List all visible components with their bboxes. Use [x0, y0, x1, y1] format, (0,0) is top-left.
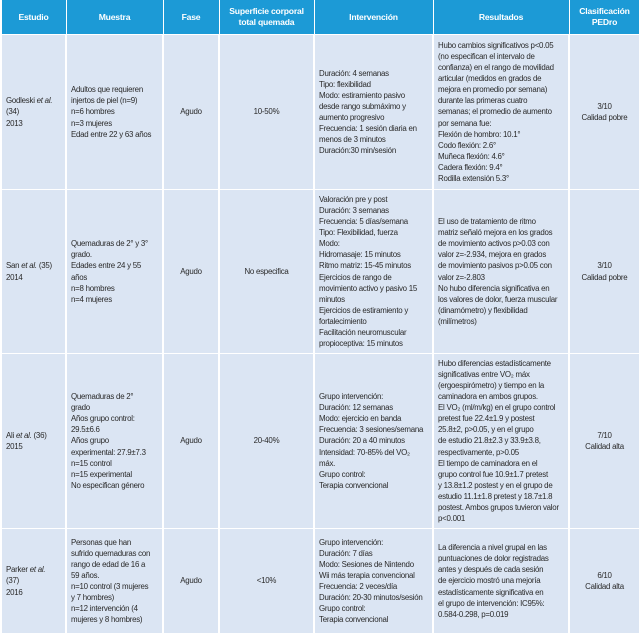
- cell-fase: [163, 529, 219, 634]
- resultados-line: valor z=-2.934, mejora en grados: [438, 250, 547, 260]
- resultados-line: Cadera flexión: 9.4°: [438, 162, 503, 172]
- study-ref: (35): [38, 261, 52, 271]
- fase-value: Agudo: [180, 266, 202, 276]
- pedro-score: 7/10: [597, 430, 612, 440]
- header-estudio: Estudio: [1, 0, 66, 35]
- cell-fase: [163, 35, 219, 190]
- muestra-line: n=3 mujeres: [71, 118, 112, 128]
- muestra-line: Años grupo: [71, 436, 109, 446]
- cell-muestra: [66, 354, 163, 529]
- muestra-line: 29.5±6.6: [71, 425, 100, 435]
- intervencion-line: Facilitación neuromuscular: [319, 327, 407, 337]
- muestra-line: n=15 control: [71, 458, 112, 468]
- intervencion-line: Modo:: [319, 239, 340, 249]
- pedro-score: 3/10: [597, 261, 612, 271]
- study-etal: et al.: [21, 261, 37, 271]
- superficie-value: 10-50%: [253, 107, 280, 117]
- muestra-line: n=8 hombres: [71, 283, 115, 293]
- table-row: [1, 35, 639, 190]
- cell-estudio: [1, 354, 66, 529]
- intervencion-line: Wii más terapia convencional: [319, 570, 415, 580]
- pedro-score: 3/10: [597, 101, 612, 111]
- cell-intervencion: [314, 529, 433, 634]
- resultados-line: (milímetros): [438, 316, 477, 326]
- header-row: [1, 0, 639, 35]
- muestra-line: n=10 control (3 mujeres: [71, 582, 149, 591]
- study-year: 2014: [6, 272, 23, 282]
- intervencion-line: Frecuencia: 2 veces/día: [319, 582, 398, 591]
- resultados-line: (ergoespirómetro) y tiempo en la: [438, 380, 545, 390]
- resultados-line: puntuaciones de dolor registradas: [438, 554, 549, 564]
- resultados-line: semanas; el promedio de aumento: [438, 107, 552, 117]
- cell-muestra: [66, 190, 163, 354]
- intervencion-line: máx.: [319, 458, 336, 468]
- intervencion-line: Duración:30 min/sesión: [319, 146, 396, 156]
- cell-fase: [163, 354, 219, 529]
- pedro-score: 6/10: [597, 570, 612, 580]
- muestra-line: 59 años.: [71, 570, 100, 580]
- resultados-line: de movimiento activos p>0.03 con: [438, 239, 550, 249]
- muestra-line: n=4 mujeres: [71, 294, 112, 304]
- intervencion-line: minutos: [319, 294, 345, 304]
- study-year: 2016: [6, 587, 23, 597]
- muestra-line: rango de edad de 16 a: [71, 559, 146, 569]
- resultados-line: Codo flexión: 2.6°: [438, 140, 496, 150]
- header-superficie: Superficie corporal total quemada: [219, 0, 314, 35]
- study-author: Parker: [6, 565, 28, 575]
- resultados-line: por semana fue:: [438, 118, 492, 128]
- resultados-line: El VO₂ (ml/m/kg) en el grupo control: [438, 403, 556, 413]
- intervencion-line: Tipo: flexibilidad: [319, 79, 371, 89]
- intervencion-line: menos de 3 minutos: [319, 135, 386, 145]
- study-citation: [6, 95, 61, 106]
- intervencion-line: Valoración pre y post: [319, 194, 388, 204]
- study-author: Godleski: [6, 96, 35, 106]
- cell-fase: [163, 190, 219, 354]
- study-ref-line: [6, 575, 61, 586]
- resultados-line: de ejercicio mostró una mejoría: [438, 576, 541, 586]
- superficie-value: No especifica: [244, 266, 289, 276]
- study-year: 2013: [6, 118, 23, 128]
- cell-superficie: [219, 354, 314, 529]
- study-ref-line: [6, 106, 61, 117]
- cell-superficie: [219, 190, 314, 354]
- intervencion-line: Modo: Sesiones de Nintendo: [319, 559, 414, 569]
- table-row: [1, 354, 639, 529]
- intervencion-line: Intensidad: 70-85% del VO₂: [319, 447, 410, 457]
- intervencion-line: Modo: ejercicio en banda: [319, 414, 402, 424]
- muestra-line: Adultos que requieren: [71, 85, 143, 95]
- cell-estudio: [1, 529, 66, 634]
- cell-clasificacion: [569, 190, 639, 354]
- resultados-line: Flexión de hombro: 10.1°: [438, 129, 521, 139]
- resultados-line: estadísticamente significativa en: [438, 587, 544, 597]
- header-intervencion: Intervención: [314, 0, 433, 35]
- fase-value: Agudo: [180, 107, 202, 117]
- pedro-quality: Calidad alta: [585, 442, 624, 451]
- resultados-line: valor z=-2.803: [438, 272, 485, 282]
- resultados-line: durante las primeras cuatro: [438, 96, 528, 106]
- resultados-line: confianza) en el rango de movilidad: [438, 63, 554, 73]
- study-etal: et al.: [15, 430, 32, 440]
- study-ref: (37): [6, 576, 20, 586]
- cell-clasificacion: [569, 35, 639, 190]
- resultados-line: de estudio 21.8±2.3 y 33.9±3.8,: [438, 436, 541, 446]
- muestra-line: Quemaduras de 2° y 3°: [71, 239, 148, 249]
- intervencion-line: Ejercicios de rango de: [319, 272, 392, 282]
- study-citation: [6, 564, 61, 575]
- resultados-line: estudio 11.1±1.8 pretest y 18.7±1.8: [438, 491, 553, 501]
- resultados-line: de movimiento pasivos p>0.05 con: [438, 261, 552, 271]
- cell-intervencion: [314, 354, 433, 529]
- resultados-line: (no especifican el intervalo de: [438, 51, 535, 61]
- muestra-line: sufrido quemaduras con: [71, 548, 151, 558]
- cell-resultados: [433, 190, 569, 354]
- cell-estudio: [1, 190, 66, 354]
- header-clasificacion: Clasificación PEDro: [569, 0, 639, 35]
- cell-superficie: [219, 35, 314, 190]
- resultados-line: p<0.001: [438, 514, 465, 524]
- cell-clasificacion: [569, 529, 639, 634]
- intervencion-line: Frecuencia: 5 días/semana: [319, 217, 408, 227]
- intervencion-line: Hidromasaje: 15 minutos: [319, 250, 401, 260]
- muestra-line: Personas que han: [71, 537, 132, 547]
- cell-intervencion: [314, 190, 433, 354]
- study-citation: [6, 430, 61, 441]
- cell-superficie: [219, 529, 314, 634]
- resultados-line: los valores de dolor, fuerza muscular: [438, 294, 558, 304]
- study-ref: (36): [33, 430, 47, 440]
- resultados-line: mejora en promedio por semana): [438, 85, 548, 95]
- cell-clasificacion: [569, 354, 639, 529]
- resultados-line: grupo control fue 10.9±1.7 pretest: [438, 469, 548, 479]
- intervencion-line: Grupo intervención:: [319, 392, 384, 402]
- header-fase: Fase: [163, 0, 219, 35]
- study-citation: [6, 260, 61, 271]
- cell-resultados: [433, 354, 569, 529]
- cell-resultados: [433, 35, 569, 190]
- intervencion-line: Frecuencia: 1 sesión diaria en: [319, 124, 417, 134]
- intervencion-line: Duración: 4 semanas: [319, 68, 389, 78]
- study-etal: et al.: [36, 96, 53, 106]
- intervencion-line: fortalecimiento: [319, 316, 367, 326]
- superficie-value: <10%: [256, 576, 277, 586]
- muestra-line: n=15 experimental: [71, 469, 132, 479]
- study-ref: (34): [6, 107, 20, 117]
- resultados-line: Muñeca flexión: 4.6°: [438, 151, 505, 161]
- muestra-line: grado: [71, 403, 90, 413]
- resultados-line: respectivamente, p>0.05: [438, 447, 519, 457]
- resultados-line: No hubo diferencia significativa en: [438, 283, 550, 293]
- intervencion-line: movimiento activo y pasivo 15: [319, 283, 418, 293]
- muestra-line: Edad entre 22 y 63 años: [71, 129, 152, 139]
- fase-value: Agudo: [180, 436, 202, 446]
- resultados-line: postest. Ambos grupos tuvieron valor: [438, 503, 559, 513]
- intervencion-line: Grupo control:: [319, 469, 366, 479]
- study-author: San: [6, 261, 20, 271]
- resultados-line: Rodilla extensión 5.3°: [438, 174, 509, 184]
- pedro-quality: Calidad alta: [585, 582, 624, 591]
- intervencion-line: Duración: 7 días: [319, 548, 373, 558]
- muestra-line: experimental: 27.9±7.3: [71, 447, 146, 457]
- fase-value: Agudo: [180, 576, 202, 586]
- intervencion-line: Duración: 20-30 minutos/sesión: [319, 593, 423, 603]
- cell-resultados: [433, 529, 569, 634]
- cell-muestra: [66, 35, 163, 190]
- resultados-line: matriz señaló mejora en los grados: [438, 228, 553, 238]
- cell-intervencion: [314, 35, 433, 190]
- resultados-line: Hubo diferencias estadísticamente: [438, 358, 551, 368]
- resultados-line: y 13.8±1.2 postest y en el grupo de: [438, 480, 553, 490]
- muestra-line: grado.: [71, 250, 92, 260]
- resultados-line: El uso de tratamiento de ritmo: [438, 217, 536, 227]
- study-author: Ali: [6, 430, 15, 440]
- header-muestra: Muestra: [66, 0, 163, 35]
- resultados-line: (dinamómetro) y flexibilidad: [438, 305, 528, 315]
- intervencion-line: Grupo control:: [319, 604, 366, 614]
- intervencion-line: Ritmo matriz: 15-45 minutos: [319, 261, 411, 271]
- muestra-line: n=6 hombres: [71, 107, 115, 117]
- muestra-line: injertos de piel (n=9): [71, 96, 138, 106]
- intervencion-line: Tipo: Flexibilidad, fuerza: [319, 228, 398, 238]
- study-year: 2015: [6, 442, 23, 451]
- study-etal: et al.: [29, 565, 46, 575]
- intervencion-line: Duración: 12 semanas: [319, 403, 393, 413]
- table-row: [1, 529, 639, 634]
- muestra-line: y 7 hombres): [71, 593, 115, 603]
- resultados-line: el grupo de intervención: IC95%:: [438, 598, 545, 608]
- resultados-line: caminadora en ambos grupos.: [438, 392, 538, 402]
- resultados-line: 25.8±2, p>0.05, y en el grupo: [438, 425, 534, 435]
- intervencion-line: Ejercicios de estiramiento y: [319, 305, 409, 315]
- intervencion-line: Frecuencia: 3 sesiones/semana: [319, 425, 424, 435]
- muestra-line: Edades entre 24 y 55: [71, 261, 142, 271]
- muestra-line: mujeres y 8 hombres): [71, 615, 143, 625]
- pedro-quality: Calidad pobre: [581, 272, 628, 282]
- resultados-line: La diferencia a nivel grupal en las: [438, 543, 547, 553]
- intervencion-line: Duración: 20 a 40 minutos: [319, 436, 405, 446]
- header-resultados: Resultados: [433, 0, 569, 35]
- intervencion-line: desde rango submáximo y: [319, 101, 406, 111]
- intervencion-line: Duración: 3 semanas: [319, 205, 389, 215]
- pedro-quality: Calidad pobre: [581, 113, 628, 122]
- intervencion-line: aumento progresivo: [319, 113, 385, 122]
- muestra-line: años: [71, 272, 88, 282]
- resultados-line: El tiempo de caminadora en el: [438, 458, 538, 468]
- resultados-line: pretest fue 22.4±1.9 y postest: [438, 414, 535, 424]
- cell-estudio: [1, 35, 66, 190]
- table-row: [1, 190, 639, 354]
- intervencion-line: Terapia convencional: [319, 480, 389, 490]
- resultados-line: articular (medidos en grados de: [438, 74, 542, 84]
- cell-muestra: [66, 529, 163, 634]
- resultados-line: antes y después de cada sesión: [438, 565, 544, 575]
- muestra-line: No especifican género: [71, 480, 145, 490]
- muestra-line: Quemaduras de 2°: [71, 392, 134, 402]
- muestra-line: n=12 intervención (4: [71, 604, 138, 614]
- resultados-line: 0.584-0.298, p=0.019: [438, 609, 509, 619]
- superficie-value: 20-40%: [253, 436, 280, 446]
- resultados-line: Hubo cambios significativos p<0.05: [438, 40, 554, 50]
- intervencion-line: Grupo intervención:: [319, 537, 384, 547]
- intervencion-line: propioceptiva: 15 minutos: [319, 339, 403, 349]
- resultados-line: significativas entre VO₂ máx: [438, 369, 530, 379]
- muestra-line: Años grupo control:: [71, 414, 135, 424]
- intervencion-line: Terapia convencional: [319, 615, 389, 625]
- intervencion-line: Modo: estiramiento pasivo: [319, 90, 405, 100]
